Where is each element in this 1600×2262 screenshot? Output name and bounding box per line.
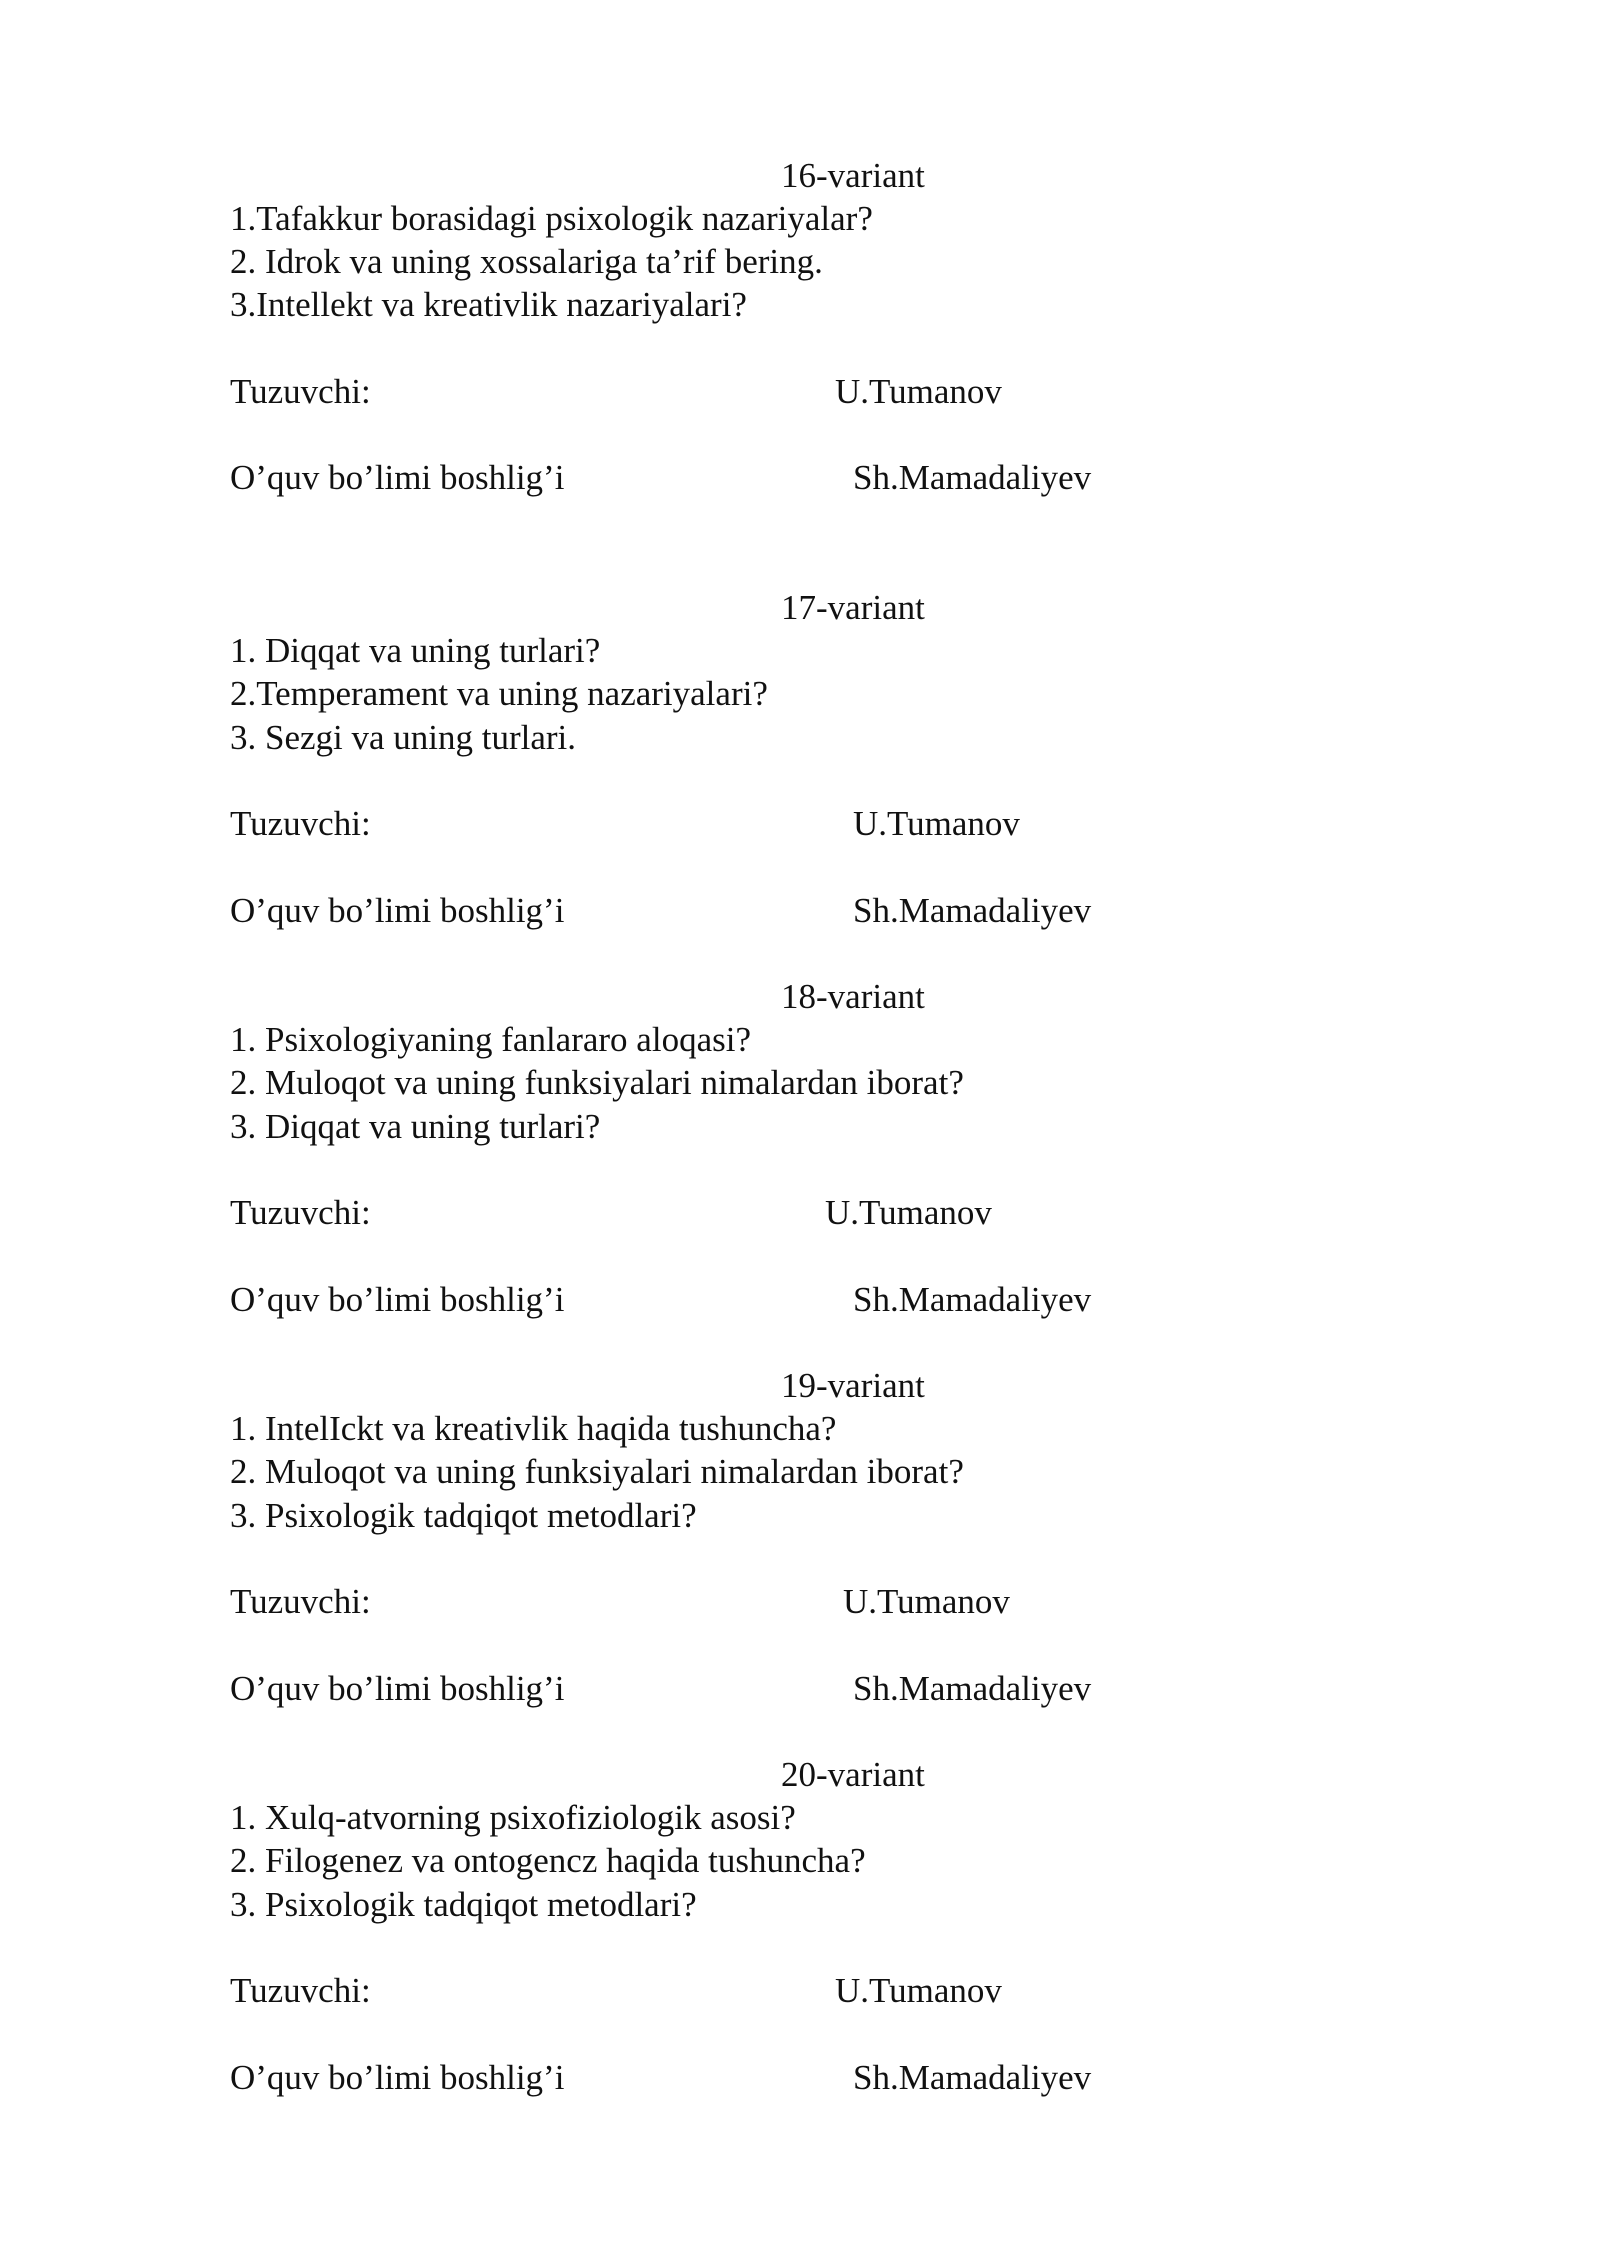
compiler-name: U.Tumanov (843, 1582, 1010, 1621)
department-head-name: Sh.Mamadaliyev (853, 891, 1092, 930)
variant-title: 19-variant (781, 1366, 925, 1405)
compiler-name: U.Tumanov (835, 1971, 1002, 2010)
variant-title: 17-variant (781, 588, 925, 627)
variant-title: 18-variant (781, 977, 925, 1016)
variant-title: 16-variant (781, 156, 925, 195)
department-head-name: Sh.Mamadaliyev (853, 1669, 1092, 1708)
question-item: 3. Psixologik tadqiqot metodlari? (230, 1885, 697, 1924)
compiler-name: U.Tumanov (835, 372, 1002, 411)
department-head-name: Sh.Mamadaliyev (853, 2058, 1092, 2097)
department-head-label: O’quv bo’limi boshlig’i (230, 458, 565, 497)
question-item: 3.Intellekt va kreativlik nazariyalari? (230, 285, 747, 324)
department-head-name: Sh.Mamadaliyev (853, 1280, 1092, 1319)
question-item: 2. Idrok va uning xossalariga ta’rif bering. (230, 242, 823, 281)
department-head-label: O’quv bo’limi boshlig’i (230, 891, 565, 930)
question-item: 2.Temperament va uning nazariyalari? (230, 674, 768, 713)
department-head-label: O’quv bo’limi boshlig’i (230, 2058, 565, 2097)
question-item: 1. IntelIckt va kreativlik haqida tushuncha? (230, 1409, 837, 1448)
department-head-label: O’quv bo’limi boshlig’i (230, 1669, 565, 1708)
compiler-label: Tuzuvchi: (230, 1971, 371, 2010)
department-head-name: Sh.Mamadaliyev (853, 458, 1092, 497)
question-item: 1.Tafakkur borasidagi psixologik nazariyalar? (230, 199, 873, 238)
question-item: 1. Diqqat va uning turlari? (230, 631, 601, 670)
question-item: 1. Psixologiyaning fanlararo aloqasi? (230, 1020, 751, 1059)
department-head-label: O’quv bo’limi boshlig’i (230, 1280, 565, 1319)
compiler-label: Tuzuvchi: (230, 1582, 371, 1621)
compiler-label: Tuzuvchi: (230, 804, 371, 843)
question-item: 2. Muloqot va uning funksiyalari nimalardan iborat? (230, 1452, 964, 1491)
compiler-label: Tuzuvchi: (230, 1193, 371, 1232)
question-item: 3. Sezgi va uning turlari. (230, 718, 577, 757)
question-item: 2. Filogenez va ontogencz haqida tushuncha? (230, 1841, 866, 1880)
question-item: 1. Xulq-atvorning psixofiziologik asosi? (230, 1798, 796, 1837)
variant-title: 20-variant (781, 1755, 925, 1794)
compiler-name: U.Tumanov (853, 804, 1020, 843)
question-item: 2. Muloqot va uning funksiyalari nimalardan iborat? (230, 1063, 964, 1102)
compiler-label: Tuzuvchi: (230, 372, 371, 411)
question-item: 3. Psixologik tadqiqot metodlari? (230, 1496, 697, 1535)
compiler-name: U.Tumanov (825, 1193, 992, 1232)
question-item: 3. Diqqat va uning turlari? (230, 1107, 601, 1146)
